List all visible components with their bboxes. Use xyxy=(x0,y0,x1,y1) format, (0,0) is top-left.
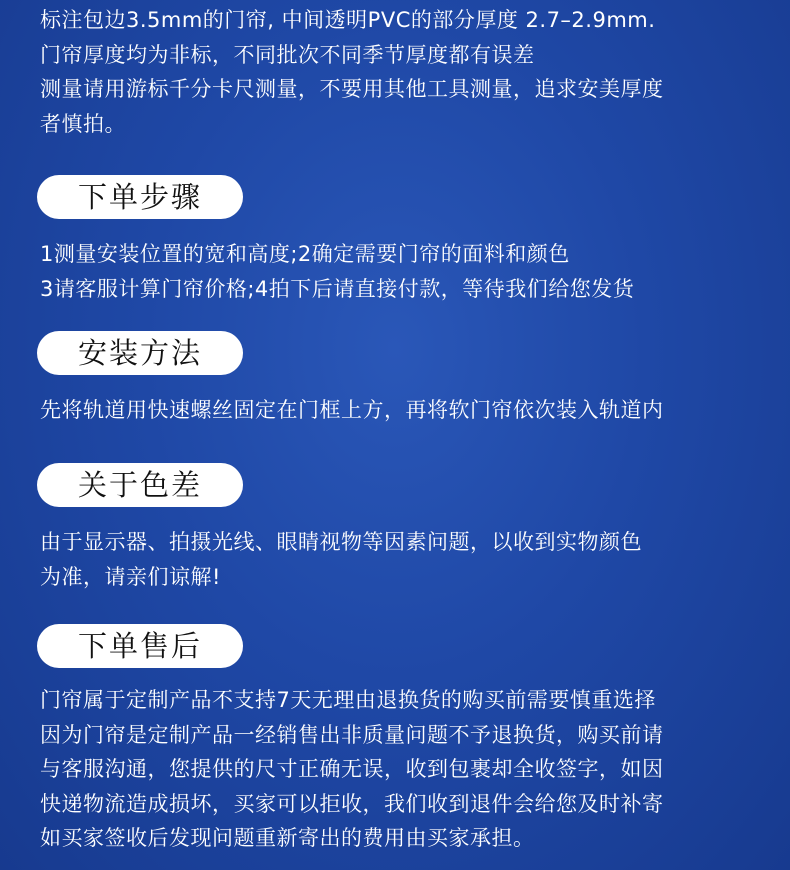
after-sales-text xyxy=(40,683,664,856)
after-sales-line: 门帘属于定制产品不支持7天无理由退换货的购买前需要慎重选择 xyxy=(40,688,656,712)
color-difference-line: 为准，请亲们谅解! xyxy=(40,564,221,589)
intro-line: 者慎拍。 xyxy=(40,111,126,136)
section-title-order-steps: 下单步骤 xyxy=(37,175,243,219)
after-sales-line: 与客服沟通，您提供的尺寸正确无误，收到包裹却全收签字，如因 xyxy=(40,757,664,781)
after-sales-line: 如买家签收后发现问题重新寄出的费用由买家承担。 xyxy=(40,826,535,850)
intro-line: 标注包边3.5mm的门帘, 中间透明PVC的部分厚度 2.7–2.9mm. xyxy=(40,8,656,32)
installation-line: 先将轨道用快速螺丝固定在门框上方，再将软门帘依次装入轨道内 xyxy=(40,398,664,422)
intro-text xyxy=(40,3,664,141)
intro-line: 门帘厚度均为非标，不同批次不同季节厚度都有误差 xyxy=(40,42,535,67)
after-sales-line: 因为门帘是定制产品一经销售出非质量问题不予退换货，购买前请 xyxy=(40,722,664,747)
order-steps-line: 3请客服计算门帘价格;4拍下后请直接付款，等待我们给您发货 xyxy=(40,276,635,301)
color-difference-line: 由于显示器、拍摄光线、眼睛视物等因素问题，以收到实物颜色 xyxy=(40,530,642,554)
section-title-color-difference: 关于色差 xyxy=(37,463,243,507)
section-title-after-sales: 下单售后 xyxy=(37,624,243,668)
intro-line: 测量请用游标千分卡尺测量，不要用其他工具测量，追求安美厚度 xyxy=(40,77,664,101)
order-steps-line: 1测量安装位置的宽和高度;2确定需要门帘的面料和颜色 xyxy=(40,242,570,266)
installation-text xyxy=(40,393,664,428)
section-title-installation: 安装方法 xyxy=(37,331,243,375)
color-difference-text xyxy=(40,525,642,594)
order-steps-text xyxy=(40,237,634,306)
after-sales-line: 快递物流造成损坏，买家可以拒收，我们收到退件会给您及时补寄 xyxy=(40,791,664,816)
